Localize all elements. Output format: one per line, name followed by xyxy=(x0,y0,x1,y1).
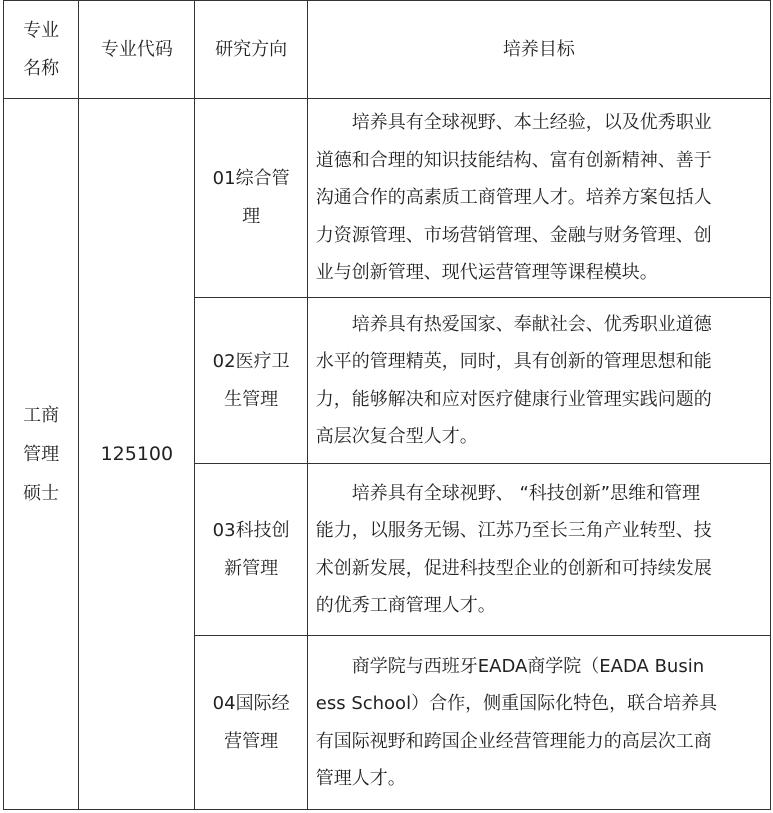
direction-cell xyxy=(195,99,307,298)
goal-cell xyxy=(307,298,770,464)
direction-text: 04国际经 xyxy=(212,692,290,714)
direction-cell xyxy=(195,464,307,636)
goal-text: 水平的管理精英，同时，具有创新的管理思想和能 xyxy=(315,351,712,372)
goal-text: 力，能够解决和应对医疗健康行业管理实践问题的 xyxy=(315,388,712,410)
table-row xyxy=(4,99,771,298)
goal-text: 术创新发展，促进科技型企业的创新和可持续发展 xyxy=(315,557,712,579)
goal-text: 力资源管理、市场营销管理、金融与财务管理、创 xyxy=(315,224,712,246)
goal-text: 能力，以服务无锡、江苏乃至长三角产业转型、技 xyxy=(315,520,712,541)
goal-text: 管理人才。 xyxy=(315,768,406,789)
direction-text: 生管理 xyxy=(224,388,279,410)
goal-text: 沟通合作的高素质工商管理人才。培养方案包括人 xyxy=(315,187,712,209)
goal-cell xyxy=(307,464,770,636)
header-major-code: 专业代码 xyxy=(79,1,195,99)
goal-text: 的优秀工商管理人才。 xyxy=(315,595,496,616)
major-code: 125100 xyxy=(79,99,195,810)
header-row xyxy=(4,1,771,99)
goal-text: 培养具有全球视野、 “科技创新”思维和管理 xyxy=(351,482,701,504)
direction-text: 理 xyxy=(242,206,261,227)
header-major-name xyxy=(4,1,79,99)
direction-text: 营管理 xyxy=(224,730,279,752)
header-direction: 研究方向 xyxy=(195,1,307,99)
goal-text: 培养具有全球视野、本土经验，以及优秀职业 xyxy=(351,112,712,134)
program-table xyxy=(3,0,771,810)
direction-text: 02医疗卫 xyxy=(212,350,290,372)
goal-text: 商学院与西班牙EADA商学院（EADA Busin xyxy=(351,655,705,677)
major-name-text: 工商 xyxy=(23,404,60,426)
header-text: 专业 xyxy=(23,19,60,41)
major-name-text: 管理 xyxy=(23,443,60,465)
goal-cell xyxy=(307,99,770,298)
direction-text: 新管理 xyxy=(224,557,279,579)
major-name xyxy=(4,99,79,810)
direction-cell xyxy=(195,636,307,810)
goal-text: ess School）合作，侧重国际化特色，联合培养具 xyxy=(315,693,718,714)
goal-text: 高层次复合型人才。 xyxy=(315,426,478,447)
major-name-text: 硕士 xyxy=(23,482,60,504)
direction-text: 01综合管 xyxy=(212,168,290,189)
goal-text: 道德和合理的知识技能结构、富有创新精神、善于 xyxy=(315,149,712,171)
header-text: 名称 xyxy=(23,57,60,79)
goal-text: 培养具有热爱国家、奉献社会、优秀职业道德 xyxy=(351,313,712,335)
goal-text: 有国际视野和跨国企业经营管理能力的高层次工商 xyxy=(315,730,712,752)
goal-text: 业与创新管理、现代运营管理等课程模块。 xyxy=(315,262,658,284)
goal-cell xyxy=(307,636,770,810)
header-goal: 培养目标 xyxy=(307,1,770,99)
direction-cell xyxy=(195,298,307,464)
direction-text: 03科技创 xyxy=(212,519,290,541)
